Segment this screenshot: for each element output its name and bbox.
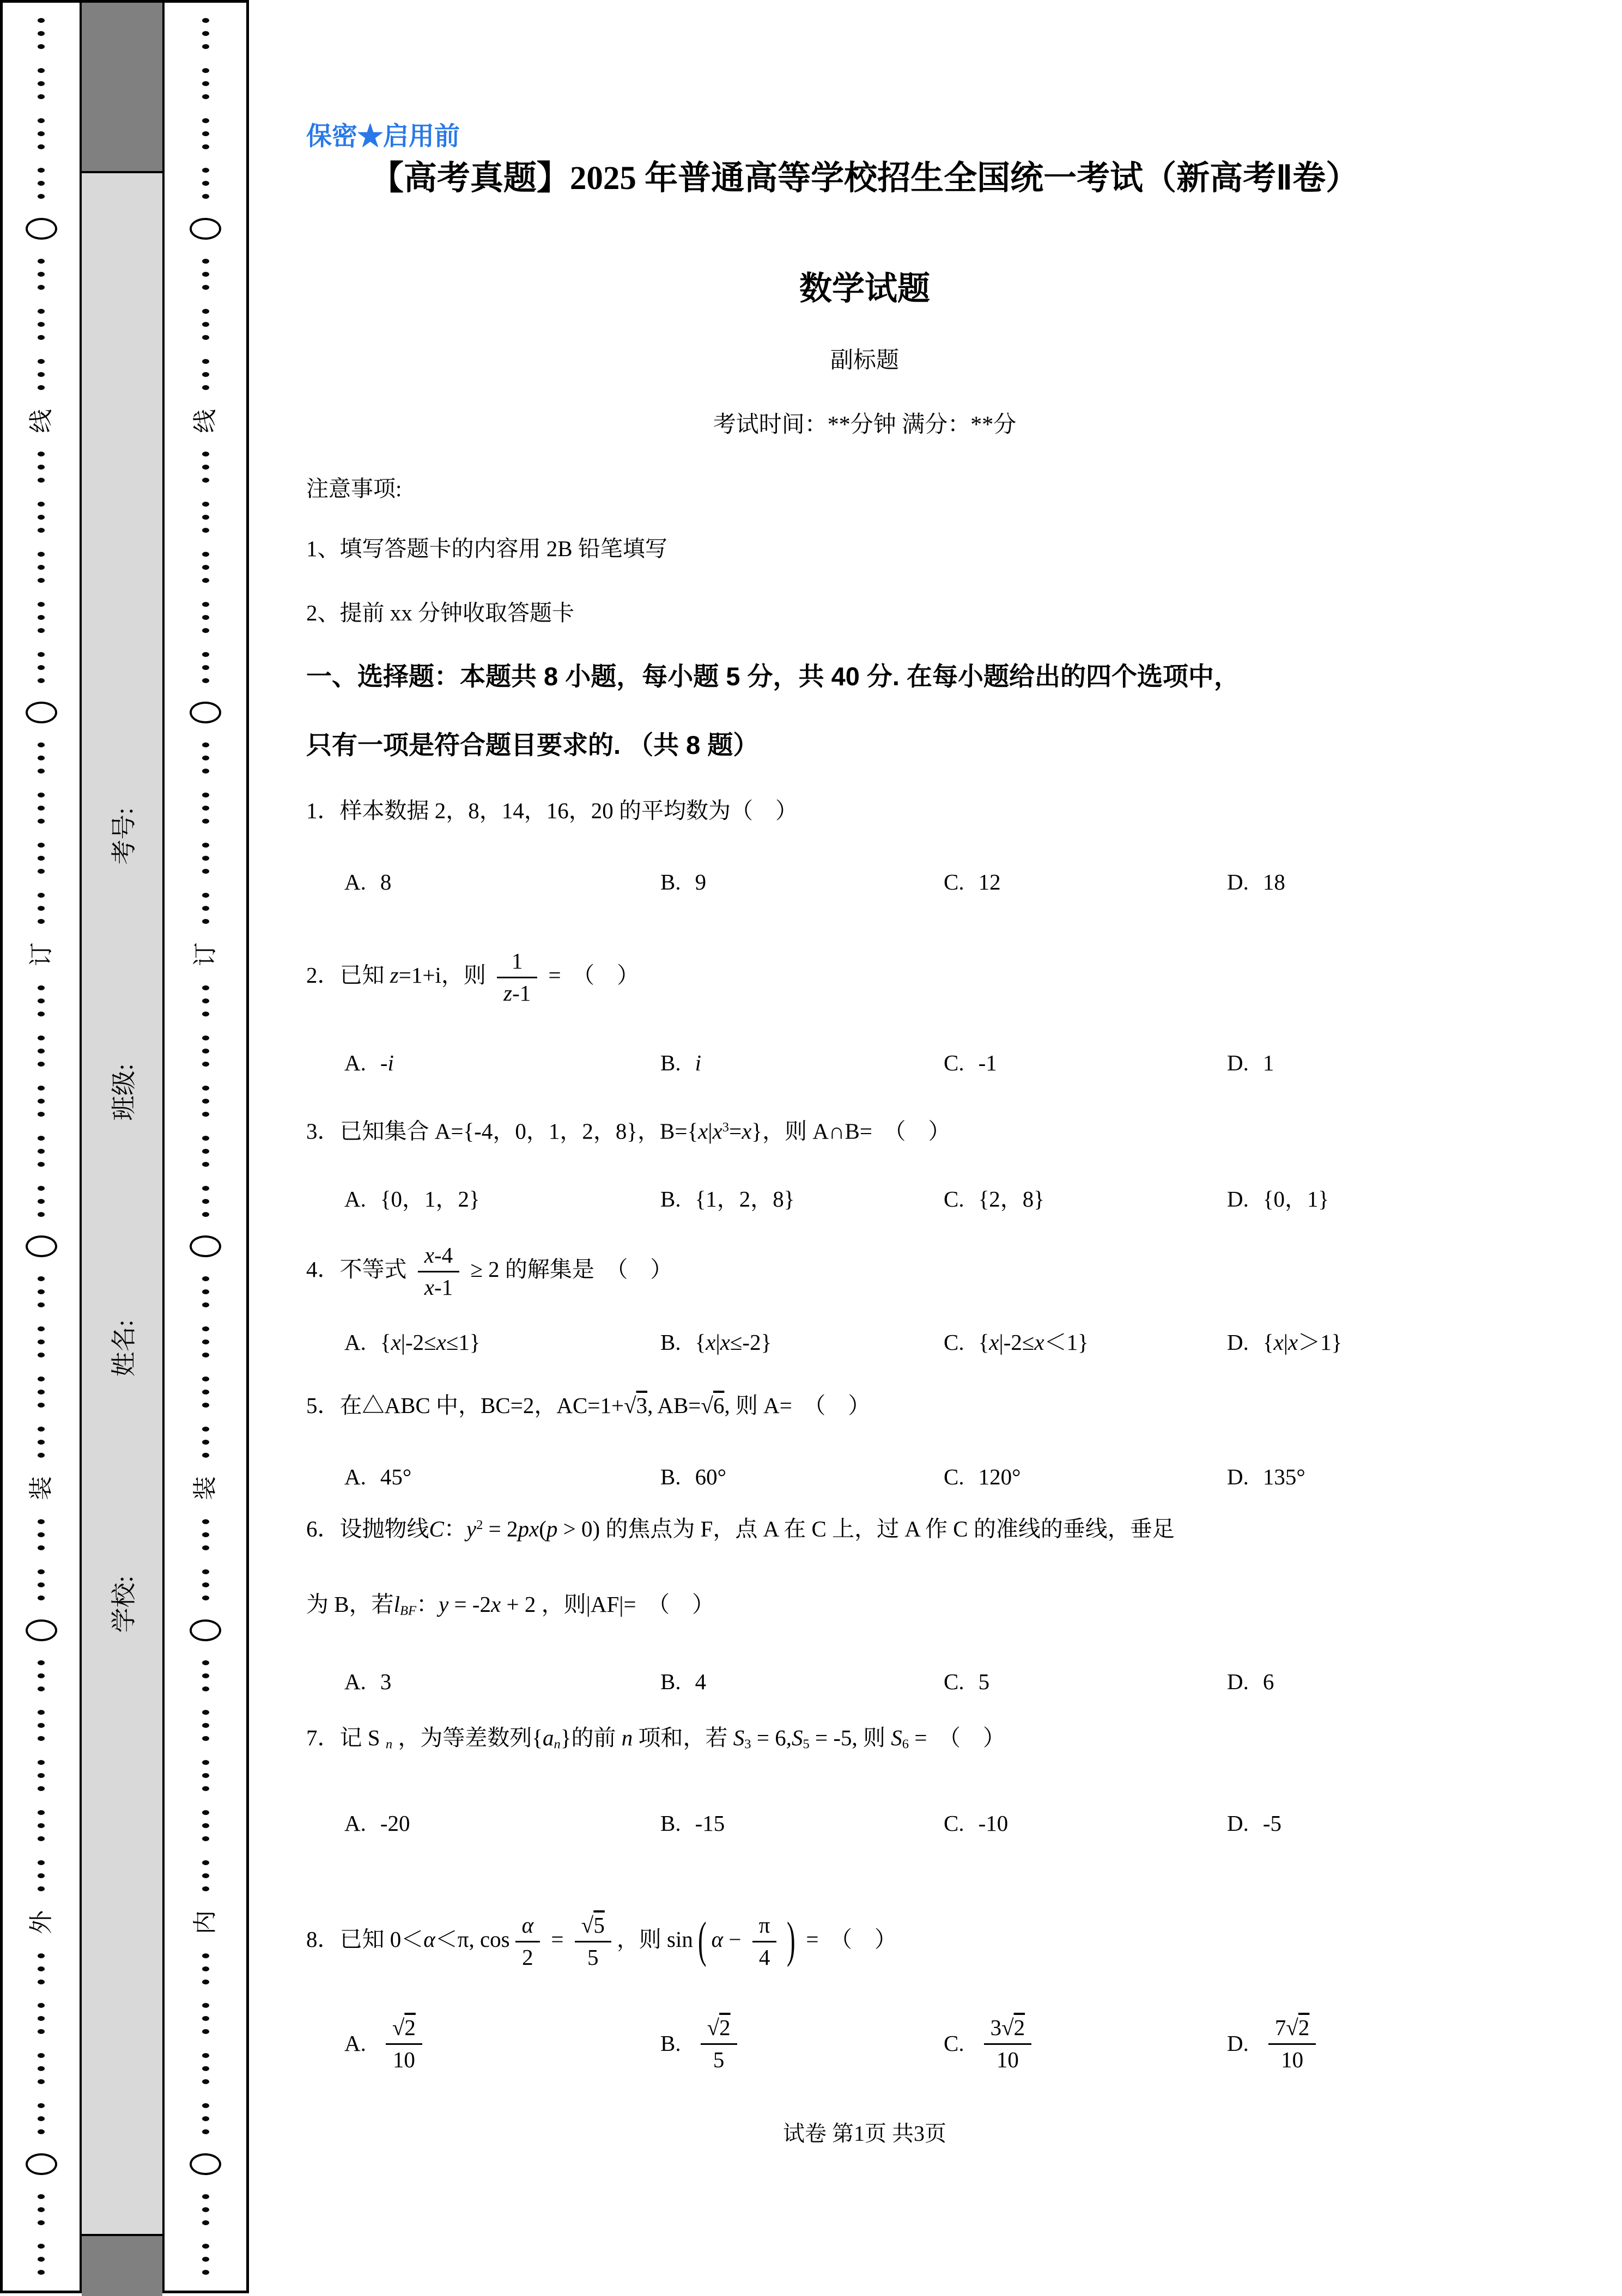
fraction: $\frac{7√2}{10}$ xyxy=(1268,2014,1316,2074)
punch-hole-circle-icon xyxy=(190,2153,221,2175)
binding-dots-icon xyxy=(202,502,209,533)
option-value: {2，8} xyxy=(978,1186,1044,1212)
option-value xyxy=(380,2014,428,2074)
question-7-option-c xyxy=(944,1802,1008,1846)
sqrt-radical: √6 xyxy=(701,1393,725,1418)
option-label: B. xyxy=(660,869,681,895)
question-6-option-a xyxy=(344,1660,391,1704)
question-2: 2．已知 z=1+i，则 $\frac{1}{z-1}$ = （ ） xyxy=(306,929,639,1021)
binding-dots-icon xyxy=(202,742,209,774)
question-1-option-b xyxy=(660,861,706,904)
sqrt-radical: √2 xyxy=(1286,2014,1310,2040)
gray-footer-box xyxy=(82,2234,162,2296)
punch-hole-circle-icon xyxy=(190,218,221,240)
sqrt-radical: √2 xyxy=(707,2014,731,2040)
fraction: $\frac{\pi}{4}$ xyxy=(752,1912,777,1971)
punch-hole-circle-icon xyxy=(190,1235,221,1257)
option-value: {1，2，8} xyxy=(695,1186,795,1212)
binding-dots-icon xyxy=(202,1710,209,1741)
binding-decor-inner xyxy=(165,3,246,2291)
punch-hole-circle-icon xyxy=(190,1619,221,1641)
option-label: C. xyxy=(944,1464,964,1490)
option-label: B. xyxy=(660,1330,681,1355)
question-5-option-b xyxy=(660,1455,726,1499)
binding-dots-icon xyxy=(38,1660,45,1691)
binding-line-char: 线 xyxy=(192,409,218,433)
option-value: {0，1，2} xyxy=(380,1186,480,1212)
binding-dots-icon xyxy=(202,1377,209,1408)
sqrt-radical: √2 xyxy=(1001,2014,1025,2040)
binding-line-char: 装 xyxy=(27,1476,54,1501)
question-4-options xyxy=(306,1321,1478,1365)
question-4: 4．不等式 $\frac{x-4}{x-1}$ ≥ 2 的解集是 （ ） xyxy=(306,1223,672,1316)
binding-dots-icon xyxy=(38,893,45,924)
binding-dots-icon xyxy=(38,309,45,340)
binding-margin xyxy=(0,0,249,2293)
fraction: $\frac{√2}{5}$ xyxy=(701,2014,737,2074)
main-title: 【高考真题】2025 年普通高等学校招生全国统一考试（新高考Ⅱ卷） xyxy=(370,160,1359,197)
student-field-label: 考号: xyxy=(110,807,138,865)
option-label: B. xyxy=(660,2031,681,2056)
option-label: D. xyxy=(1227,1811,1249,1836)
option-label: C. xyxy=(944,869,964,895)
option-value: {0，1} xyxy=(1262,1186,1329,1212)
binding-dots-icon xyxy=(202,1136,209,1167)
question-6-line2: 为 B，若$l_{BF}$：y = -2x + 2 ，则|AF|= （ ） xyxy=(306,1592,715,1618)
question-3-option-d xyxy=(1227,1178,1329,1221)
binding-dots-icon xyxy=(202,452,209,483)
question-6-option-c xyxy=(944,1660,989,1704)
option-label: D. xyxy=(1227,1330,1249,1355)
option-label: A. xyxy=(344,1050,366,1076)
option-label: D. xyxy=(1227,2031,1249,2056)
option-label: C. xyxy=(944,1811,964,1836)
option-value: -20 xyxy=(380,1811,410,1836)
binding-dots-icon xyxy=(202,1276,209,1307)
binding-line-char: 订 xyxy=(27,942,54,967)
sub-title: 副标题 xyxy=(830,348,899,373)
option-value: 18 xyxy=(1262,869,1285,895)
question-7-option-a xyxy=(344,1802,410,1846)
option-label: D. xyxy=(1227,1669,1249,1695)
binding-dots-icon xyxy=(202,893,209,924)
option-label: C. xyxy=(944,1330,964,1355)
note-item-1: 1、填写答题卡的内容用 2B 铅笔填写 xyxy=(306,536,667,561)
binding-dots-icon xyxy=(38,259,45,290)
binding-dots-icon xyxy=(38,18,45,49)
question-8-options xyxy=(306,2000,1478,2087)
question-3-option-c xyxy=(944,1178,1044,1221)
binding-dots-icon xyxy=(38,1377,45,1408)
binding-dots-icon xyxy=(202,1086,209,1117)
fraction: $\frac{\alpha}{2}$ xyxy=(515,1912,540,1971)
question-1-options xyxy=(306,861,1478,904)
binding-dots-icon xyxy=(38,652,45,683)
question-2-options xyxy=(306,1042,1478,1085)
binding-dots-icon xyxy=(202,985,209,1016)
binding-dots-icon xyxy=(202,118,209,149)
option-value: 120° xyxy=(978,1464,1021,1490)
binding-dots-icon xyxy=(202,652,209,683)
question-3: 3．已知集合 A={-4，0，1，2，8}，$B=\{x|x^3=x\}$，则 A∩B= （ ） xyxy=(306,1118,951,1144)
binding-dots-icon xyxy=(202,68,209,99)
option-label: B. xyxy=(660,1669,681,1695)
question-6-option-b xyxy=(660,1660,706,1704)
question-4-option-b xyxy=(660,1321,771,1365)
sqrt-radical: √3 xyxy=(624,1393,648,1418)
punch-hole-circle-icon xyxy=(26,2153,57,2175)
binding-dots-icon xyxy=(202,1660,209,1691)
question-7: 7．记 S $_n$ ，为等差数列$\{a_n\}$的前 n 项和，若 $S_3 = 6,S_5 = -5$, 则 $S_6$ = （ ） xyxy=(306,1725,1005,1752)
option-label: D. xyxy=(1227,869,1249,895)
option-value: 1 xyxy=(1262,1050,1274,1076)
binding-line-char: 线 xyxy=(27,409,54,433)
question-7-option-b xyxy=(660,1802,725,1846)
gray-header-box xyxy=(82,3,162,173)
option-label: A. xyxy=(344,1186,366,1212)
fraction: $\frac{1}{z-1}$ xyxy=(497,948,537,1007)
binding-dots-icon xyxy=(38,793,45,824)
question-1: 1．样本数据 2，8，14，16，20 的平均数为（ ） xyxy=(306,798,798,823)
binding-dots-icon xyxy=(202,309,209,340)
question-8: 8．已知 0＜α＜π, cos $\frac{\alpha}{2}$ = $\frac{√5}{5}$ ，则 sin ( α − $\frac{\pi}{4}$ ) = （ ） xyxy=(306,1882,897,1996)
binding-dots-icon xyxy=(202,2244,209,2275)
binding-dots-icon xyxy=(202,1036,209,1067)
option-value: -10 xyxy=(978,1811,1009,1836)
option-value: 4 xyxy=(695,1669,707,1695)
binding-dots-icon xyxy=(38,1136,45,1167)
question-5-options xyxy=(306,1455,1478,1499)
question-2-option-a xyxy=(344,1042,394,1085)
binding-decor-outer xyxy=(3,3,80,2291)
binding-dots-icon xyxy=(202,1326,209,1357)
binding-strip-inner xyxy=(165,3,249,2291)
question-4-option-c xyxy=(944,1321,1089,1365)
option-label: A. xyxy=(344,2031,366,2056)
binding-dots-icon xyxy=(38,2003,45,2034)
punch-hole-circle-icon xyxy=(26,218,57,240)
option-value: 8 xyxy=(380,869,392,895)
option-value xyxy=(1263,2014,1322,2074)
binding-dots-icon xyxy=(38,602,45,633)
page-footer: 试卷 第1页 共3页 xyxy=(783,2121,946,2146)
option-value: -15 xyxy=(695,1811,725,1836)
punch-hole-circle-icon xyxy=(26,1619,57,1641)
question-7-options xyxy=(306,1802,1478,1846)
binding-dots-icon xyxy=(38,359,45,390)
student-field-label: 学校: xyxy=(110,1575,138,1633)
binding-dots-icon xyxy=(38,1860,45,1891)
fraction: $\frac{x-4}{x-1}$ xyxy=(418,1242,459,1301)
binding-dots-icon xyxy=(202,1860,209,1891)
question-5-option-a xyxy=(344,1455,411,1499)
option-value: 5 xyxy=(978,1669,990,1695)
option-label: D. xyxy=(1227,1050,1249,1076)
question-1-option-d xyxy=(1227,861,1285,904)
question-3-options xyxy=(306,1178,1478,1221)
option-value: {x|x＞1} xyxy=(1262,1330,1342,1355)
binding-dots-icon xyxy=(202,1186,209,1217)
binding-dots-icon xyxy=(38,502,45,533)
binding-line-char: 外 xyxy=(27,1910,54,1934)
question-7-option-d xyxy=(1227,1802,1281,1846)
binding-dots-icon xyxy=(202,602,209,633)
question-6-option-d xyxy=(1227,1660,1274,1704)
paper-title: 数学试题 xyxy=(799,271,930,307)
binding-dots-icon xyxy=(202,1953,209,1984)
secrecy-notice: 保密★启用前 xyxy=(306,121,460,150)
note-item-2: 2、提前 xx 分钟收取答题卡 xyxy=(306,600,574,625)
option-value: -i xyxy=(380,1050,394,1076)
notes-title: 注意事项: xyxy=(306,476,402,501)
binding-dots-icon xyxy=(38,742,45,774)
binding-dots-icon xyxy=(202,168,209,199)
option-value: {x|-2≤x≤1} xyxy=(380,1330,481,1355)
question-1-option-a xyxy=(344,861,391,904)
binding-dots-icon xyxy=(202,793,209,824)
binding-dots-icon xyxy=(38,1186,45,1217)
section-header-line2: 只有一项是符合题目要求的. （共 8 题） xyxy=(306,730,759,759)
question-2-option-d xyxy=(1227,1042,1274,1085)
punch-hole-circle-icon xyxy=(26,702,57,723)
question-2-option-c xyxy=(944,1042,997,1085)
option-label: D. xyxy=(1227,1464,1249,1490)
question-5-option-d xyxy=(1227,1455,1305,1499)
binding-dots-icon xyxy=(202,2053,209,2084)
binding-dots-icon xyxy=(38,68,45,99)
binding-dots-icon xyxy=(202,259,209,290)
binding-dots-icon xyxy=(38,1760,45,1791)
binding-dots-icon xyxy=(38,985,45,1016)
option-label: C. xyxy=(944,1186,964,1212)
binding-dots-icon xyxy=(202,2194,209,2225)
option-value: 6 xyxy=(1262,1669,1274,1695)
option-value xyxy=(695,2014,743,2074)
binding-strip-outer xyxy=(0,3,82,2291)
question-8-option-c xyxy=(944,2000,1037,2087)
student-field-label: 班级: xyxy=(110,1063,138,1121)
option-label: A. xyxy=(344,1330,366,1355)
binding-dots-icon xyxy=(38,1276,45,1307)
binding-dots-icon xyxy=(38,1953,45,1984)
option-label: C. xyxy=(944,1050,964,1076)
binding-dots-icon xyxy=(38,2053,45,2084)
option-value: 12 xyxy=(978,869,1001,895)
binding-dots-icon xyxy=(202,1427,209,1458)
section-header-line1: 一、选择题：本题共 8 小题，每小题 5 分，共 40 分. 在每小题给出的四个选项中， xyxy=(306,662,1240,691)
question-6-line1: 6．设抛物线C：$y^2 = 2px(p > 0)$ 的焦点为 F，点 A 在 C 上，过 A 作 C 的准线的垂线，垂足 xyxy=(306,1516,1175,1542)
option-label: A. xyxy=(344,1811,366,1836)
punch-hole-circle-icon xyxy=(26,1235,57,1257)
binding-dots-icon xyxy=(38,1810,45,1841)
question-6-options xyxy=(306,1660,1478,1704)
binding-dots-icon xyxy=(202,843,209,874)
binding-dots-icon xyxy=(202,552,209,583)
binding-dots-icon xyxy=(38,2194,45,2225)
question-8-option-a xyxy=(344,2000,428,2087)
binding-dots-icon xyxy=(38,452,45,483)
binding-dots-icon xyxy=(202,1760,209,1791)
option-label: C. xyxy=(944,1669,964,1695)
option-value: -1 xyxy=(978,1050,997,1076)
binding-line-char: 订 xyxy=(192,942,218,967)
option-label: B. xyxy=(660,1811,681,1836)
student-info-column xyxy=(82,3,165,2291)
question-5: 5．在△ABC 中，BC=2，AC=1+√3, AB=√6, 则 A= （ ） xyxy=(306,1393,871,1418)
option-value xyxy=(979,2014,1037,2074)
question-8-option-b xyxy=(660,2000,743,2087)
binding-dots-icon xyxy=(38,168,45,199)
binding-dots-icon xyxy=(202,2103,209,2134)
binding-dots-icon xyxy=(38,843,45,874)
binding-line-char: 内 xyxy=(192,1910,218,1934)
option-value: {x|-2≤x＜1} xyxy=(978,1330,1089,1355)
binding-dots-icon xyxy=(202,1569,209,1600)
binding-dots-icon xyxy=(38,2244,45,2275)
binding-dots-icon xyxy=(38,1569,45,1600)
option-label: D. xyxy=(1227,1186,1249,1212)
fraction: $\frac{√5}{5}$ xyxy=(575,1912,611,1971)
binding-dots-icon xyxy=(202,1810,209,1841)
option-label: A. xyxy=(344,1464,366,1490)
binding-dots-icon xyxy=(38,1326,45,1357)
punch-hole-circle-icon xyxy=(190,702,221,723)
binding-dots-icon xyxy=(202,2003,209,2034)
option-label: B. xyxy=(660,1186,681,1212)
binding-dots-icon xyxy=(38,1427,45,1458)
binding-dots-icon xyxy=(202,1519,209,1550)
binding-dots-icon xyxy=(38,1086,45,1117)
option-value: 45° xyxy=(380,1464,412,1490)
option-value: 3 xyxy=(380,1669,392,1695)
question-4-option-d xyxy=(1227,1321,1342,1365)
exam-info: 考试时间：**分钟 满分：**分 xyxy=(713,412,1017,437)
option-label: B. xyxy=(660,1050,681,1076)
option-label: A. xyxy=(344,869,366,895)
question-5-option-c xyxy=(944,1455,1021,1499)
question-3-option-b xyxy=(660,1178,794,1221)
option-value: 9 xyxy=(695,869,707,895)
option-label: C. xyxy=(944,2031,964,2056)
binding-line-char: 装 xyxy=(192,1476,218,1501)
fraction: $\frac{√2}{10}$ xyxy=(386,2014,422,2074)
option-label: B. xyxy=(660,1464,681,1490)
option-value: -5 xyxy=(1262,1811,1282,1836)
fraction: $\frac{3√2}{10}$ xyxy=(984,2014,1032,2074)
student-field-label: 姓名: xyxy=(110,1319,138,1377)
option-value: i xyxy=(695,1050,702,1076)
binding-dots-icon xyxy=(38,118,45,149)
binding-dots-icon xyxy=(38,1519,45,1550)
option-value: 135° xyxy=(1262,1464,1305,1490)
content-root xyxy=(249,0,1480,2293)
sqrt-radical: √5 xyxy=(581,1913,605,1938)
option-value: 60° xyxy=(695,1464,727,1490)
binding-dots-icon xyxy=(38,1036,45,1067)
question-3-option-a xyxy=(344,1178,480,1221)
question-2-option-b xyxy=(660,1042,701,1085)
question-4-option-a xyxy=(344,1321,481,1365)
binding-dots-icon xyxy=(38,1710,45,1741)
binding-dots-icon xyxy=(38,552,45,583)
binding-dots-icon xyxy=(38,2103,45,2134)
option-value: {x|x≤-2} xyxy=(695,1330,772,1355)
binding-dots-icon xyxy=(202,359,209,390)
option-label: A. xyxy=(344,1669,366,1695)
question-1-option-c xyxy=(944,861,1001,904)
sqrt-radical: √2 xyxy=(392,2014,416,2040)
binding-dots-icon xyxy=(202,18,209,49)
question-8-option-d xyxy=(1227,2000,1321,2087)
